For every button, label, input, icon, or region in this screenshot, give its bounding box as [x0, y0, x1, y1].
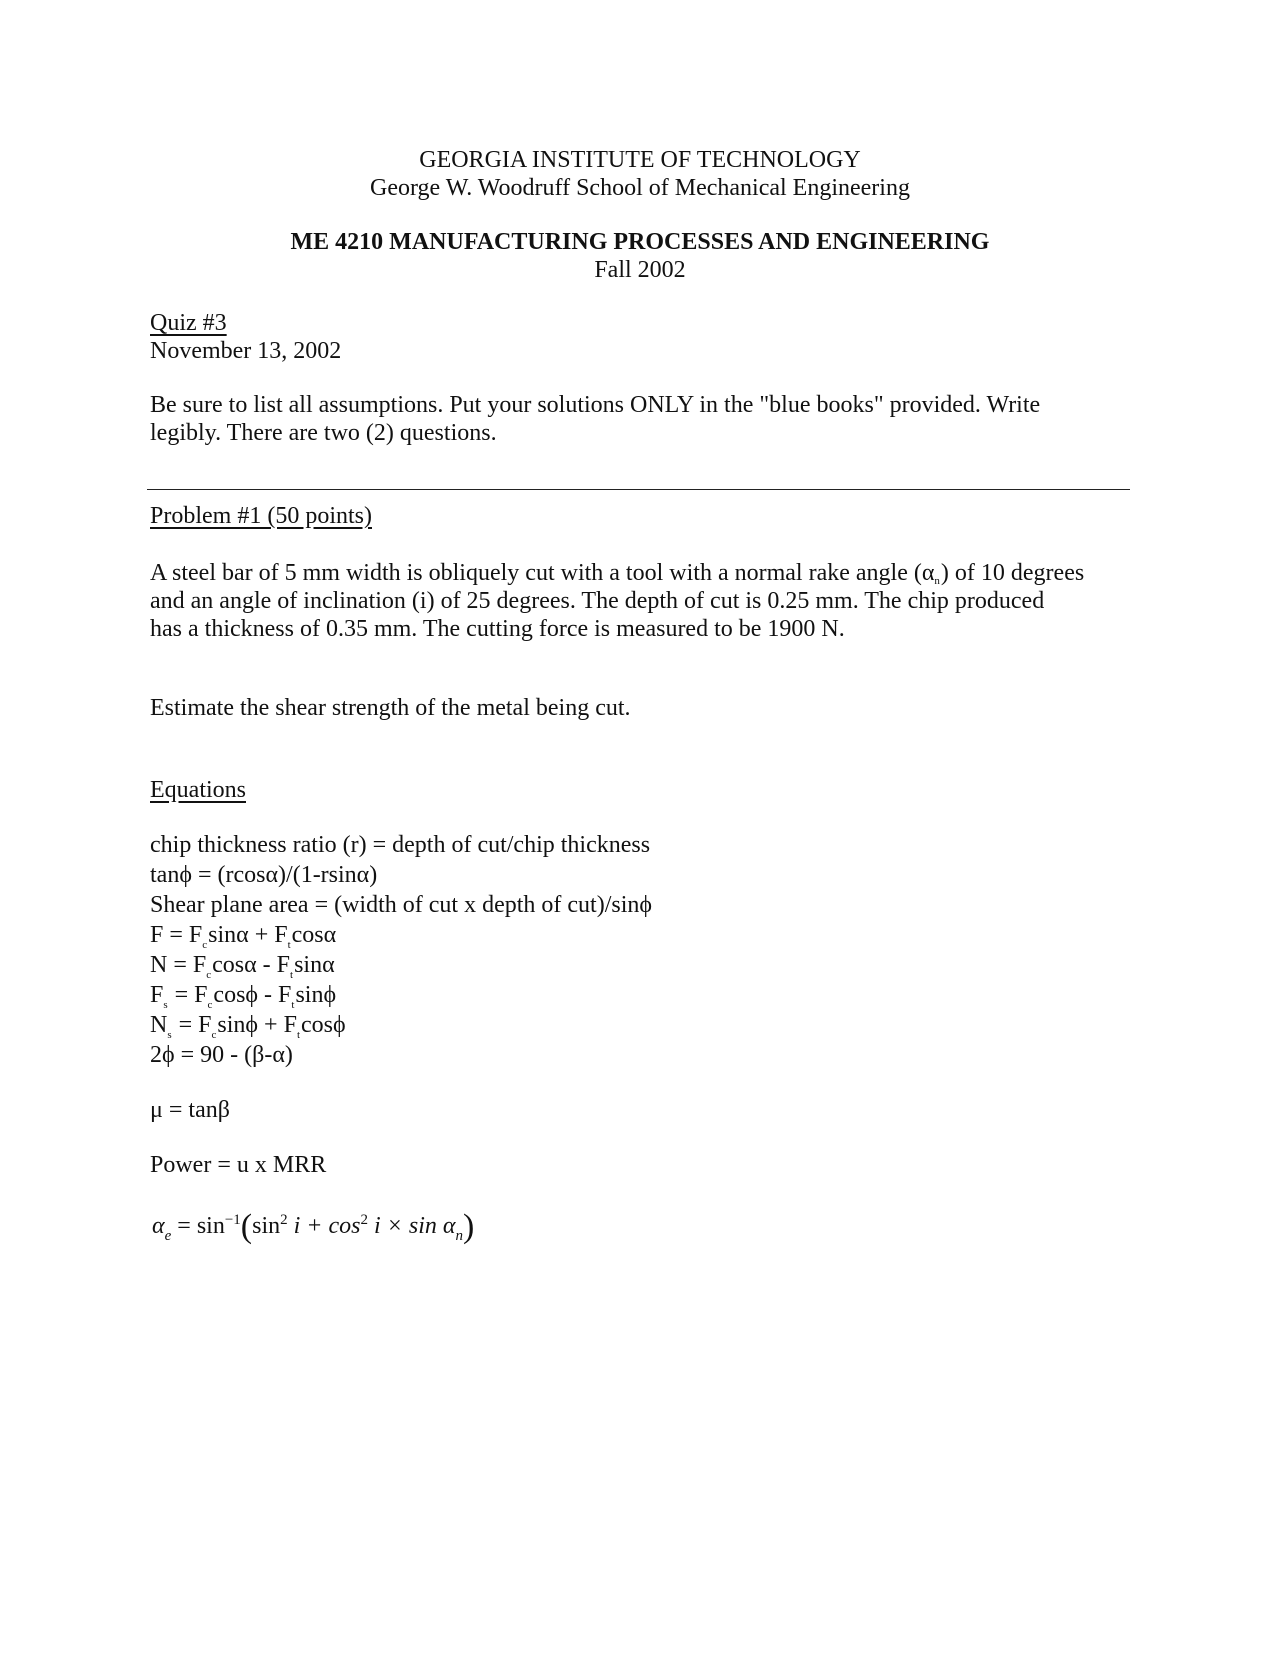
equation-merchant: 2ϕ = 90 - (β-α) [150, 1042, 293, 1068]
eq11-sub-n: n [455, 1228, 463, 1244]
eq7-sub-s: s [167, 1029, 172, 1041]
eq11-term: i × sin α [368, 1213, 456, 1239]
eq11-term: sin [252, 1213, 281, 1239]
eq4-sub-t: t [287, 939, 291, 951]
eq5-sub-c: c [206, 969, 212, 981]
equation-friction-coefficient: μ = tanβ [150, 1097, 230, 1123]
quiz-date: November 13, 2002 [150, 338, 342, 364]
equation-power: Power = u x MRR [150, 1152, 327, 1178]
eq11-inverse: −1 [224, 1212, 241, 1228]
eq7-part: sinϕ + F [217, 1012, 297, 1038]
eq6-part: cosϕ - F [213, 982, 292, 1008]
quiz-title: Quiz #3 [150, 310, 227, 336]
eq11-sin: = sin [171, 1213, 225, 1239]
eq5-part: cosα - F [212, 952, 291, 978]
eq5-sub-t: t [290, 969, 294, 981]
eq4-part: sinα + F [208, 922, 288, 948]
equation-shear-area: Shear plane area = (width of cut x depth of cut)/sinϕ [150, 892, 653, 918]
eq4-part: F = F [150, 922, 203, 948]
problem-task: Estimate the shear strength of the metal being cut. [150, 695, 631, 721]
eq11-power: 2 [280, 1212, 288, 1228]
course-title: ME 4210 MANUFACTURING PROCESSES AND ENGINEERING [290, 229, 990, 255]
eq6-part: = F [168, 982, 208, 1008]
eq4-sub-c: c [202, 939, 208, 951]
eq11-power: 2 [360, 1212, 368, 1228]
eq7-sub-t: t [296, 1029, 300, 1041]
alpha-n-subscript: n [934, 575, 940, 587]
equation-effective-rake [152, 1205, 474, 1245]
eq7-part: cosϕ [301, 1012, 346, 1038]
eq11-alpha: α [152, 1213, 165, 1239]
eq4-part: cosα [291, 922, 337, 948]
eq11-open-paren: ( [240, 1208, 253, 1245]
problem-line-3: has a thickness of 0.35 mm. The cutting force is measured to be 1900 N. [150, 616, 845, 642]
eq11-term: i + cos [287, 1213, 361, 1239]
term: Fall 2002 [594, 257, 686, 283]
school-name: George W. Woodruff School of Mechanical Engineering [370, 175, 910, 201]
instructions-line-1: Be sure to list all assumptions. Put your solutions ONLY in the "blue books" provided. Write [150, 392, 1041, 418]
section-divider [147, 489, 1130, 490]
eq7-sub-c: c [211, 1029, 217, 1041]
eq6-part: sinϕ [295, 982, 337, 1008]
eq6-sub-c: c [207, 999, 213, 1011]
equations-heading: Equations [150, 777, 246, 803]
problem-line-2: and an angle of inclination (i) of 25 degrees. The depth of cut is 0.25 mm. The chip produced [150, 588, 1045, 614]
eq7-part: N [150, 1012, 168, 1038]
problem-title: Problem #1 (50 points) [150, 503, 372, 529]
problem-line-1-text: A steel bar of 5 mm width is obliquely cut with a tool with a normal rake angle (α [150, 560, 935, 586]
eq11-sub-e: e [164, 1228, 172, 1244]
eq7-part: = F [172, 1012, 212, 1038]
instructions-line-2: legibly. There are two (2) questions. [150, 420, 497, 446]
equation-chip-ratio: chip thickness ratio (r) = depth of cut/chip thickness [150, 832, 651, 858]
eq11-close-paren: ) [462, 1208, 475, 1245]
institution-title: GEORGIA INSTITUTE OF TECHNOLOGY [419, 147, 861, 173]
problem-line-1-end: ) of 10 degrees [940, 560, 1085, 586]
equation-tan-phi: tanϕ = (rcosα)/(1-rsinα) [150, 862, 378, 888]
eq6-sub-t: t [291, 999, 295, 1011]
eq6-sub-s: s [163, 999, 168, 1011]
eq6-part: F [150, 982, 164, 1008]
eq5-part: sinα [294, 952, 335, 978]
eq5-part: N = F [150, 952, 207, 978]
